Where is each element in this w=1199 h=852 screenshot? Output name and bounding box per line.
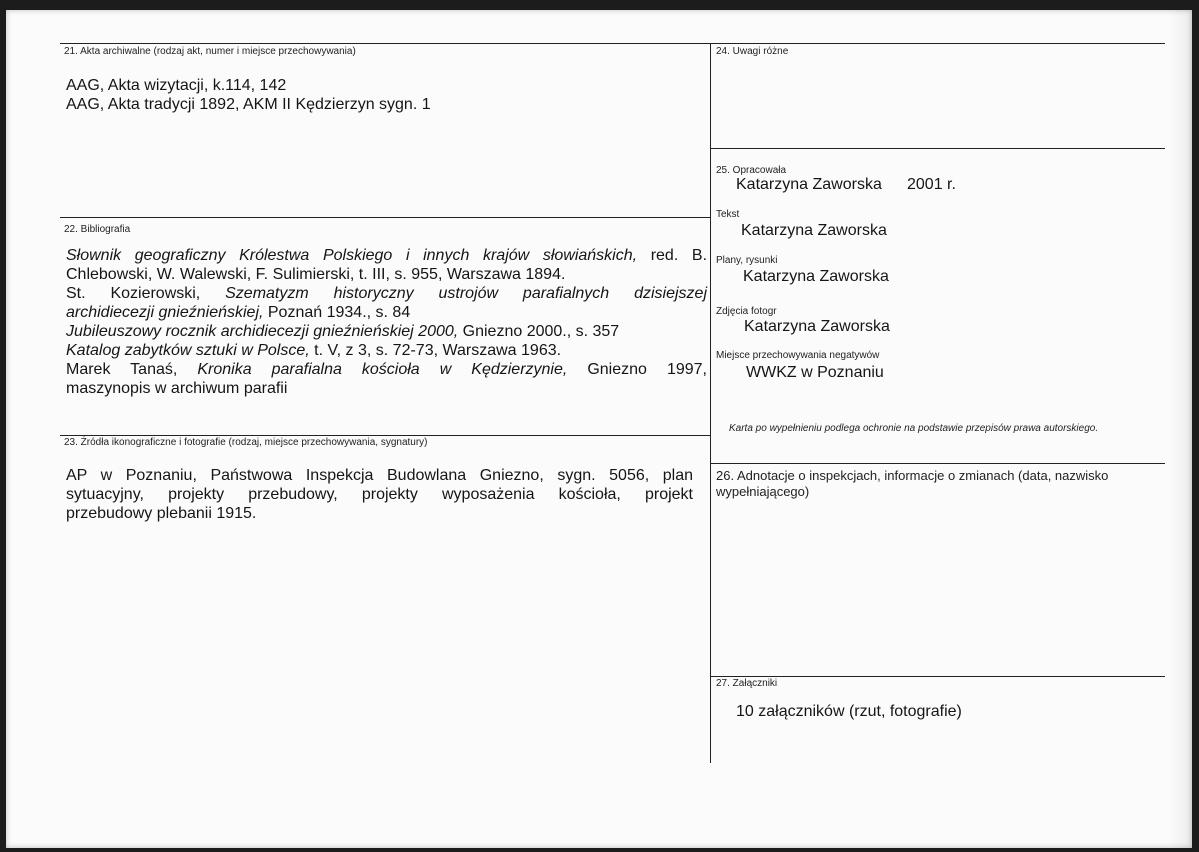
- bibliography-line: Słownik geograficzny Królestwa Polskiego i innych krajów słowiańskich, red. B.: [66, 247, 708, 264]
- miejsce-label: Miejsce przechowywania negatywów: [716, 350, 880, 361]
- bibliography-list: [66, 246, 707, 398]
- bibliography-line: St. Kozierowski, Szematyzm historyczny ustrojów parafialnych dzisiejszej: [66, 285, 707, 302]
- attachments-value: 10 załączników (rzut, fotografie): [736, 703, 962, 720]
- rule-26-27: [710, 676, 1165, 677]
- miejsce-value: WWKZ w Poznaniu: [746, 364, 884, 381]
- plany-value: Katarzyna Zaworska: [743, 268, 889, 285]
- iconography-line: AP w Poznaniu, Państwowa Inspekcja Budowlana Gniezno, sygn. 5056, plan: [66, 467, 693, 484]
- zdjecia-value: Katarzyna Zaworska: [744, 318, 890, 335]
- field-27-label: 27. Załączniki: [716, 678, 778, 689]
- bibliography-line: Jubileuszowy rocznik archidiecezji gnieźnieńskiej 2000, Gniezno 2000., s. 357: [66, 323, 620, 340]
- field-21-content: [66, 76, 431, 114]
- field-21-label: 21. Akta archiwalne (rodzaj akt, numer i miejsce przechowywania): [64, 46, 356, 57]
- scan-edge: [1168, 10, 1192, 848]
- author-year: 2001 r.: [907, 176, 956, 193]
- author-name: Katarzyna Zaworska: [736, 176, 882, 193]
- zdjecia-label: Zdjęcia fotogr: [716, 306, 777, 317]
- iconography-line: przebudowy plebanii 1915.: [66, 505, 257, 522]
- bibliography-line: archidiecezji gnieźnieńskiej, Poznań 1934., s. 84: [66, 304, 411, 321]
- rule-22-23: [60, 435, 710, 436]
- field-24-label: 24. Uwagi różne: [716, 46, 789, 57]
- field-23-label: 23. Źródła ikonograficzne i fotografie (rodzaj, miejsce przechowywania, sygnatury): [64, 437, 428, 448]
- bibliography-line: Chlebowski, W. Walewski, F. Sulimierski, t. III, s. 955, Warszawa 1894.: [66, 266, 566, 283]
- rule-21-22: [60, 217, 710, 218]
- plany-label: Plany, rysunki: [716, 255, 778, 266]
- iconography-line: sytuacyjny, projekty przebudowy, projekty wyposażenia kościoła, projekt: [66, 486, 693, 503]
- field-26-label-line: 26. Adnotacje o inspekcjach, informacje o zmianach (data, nazwisko: [716, 468, 1109, 483]
- rule-25-26: [710, 463, 1165, 464]
- copyright-note: Karta po wypełnieniu podlega ochronie na podstawie przepisów prawa autorskiego.: [729, 423, 1099, 434]
- bibliography-line: Marek Tanaś, Kronika parafialna kościoła w Kędzierzynie, Gniezno 1997,: [66, 361, 707, 378]
- field-26-label-line: wypełniającego): [716, 484, 810, 499]
- archive-entry: AAG, Akta wizytacji, k.114, 142: [66, 77, 287, 94]
- tekst-value: Katarzyna Zaworska: [741, 222, 887, 239]
- field-25-label: 25. Opracowała: [716, 165, 787, 176]
- iconography-text: [66, 466, 693, 523]
- tekst-label: Tekst: [716, 209, 740, 220]
- column-divider: [710, 43, 711, 763]
- archive-entry: AAG, Akta tradycji 1892, AKM II Kędzierzyn sygn. 1: [66, 96, 431, 113]
- top-rule: [60, 43, 1165, 44]
- field-22-label: 22. Bibliografia: [64, 224, 131, 235]
- field-26-label: [716, 468, 1108, 500]
- bibliography-line: maszynopis w archiwum parafii: [66, 380, 288, 397]
- bibliography-line: Katalog zabytków sztuki w Polsce, t. V, z 3, s. 72-73, Warszawa 1963.: [66, 342, 562, 359]
- rule-24-25: [710, 148, 1165, 149]
